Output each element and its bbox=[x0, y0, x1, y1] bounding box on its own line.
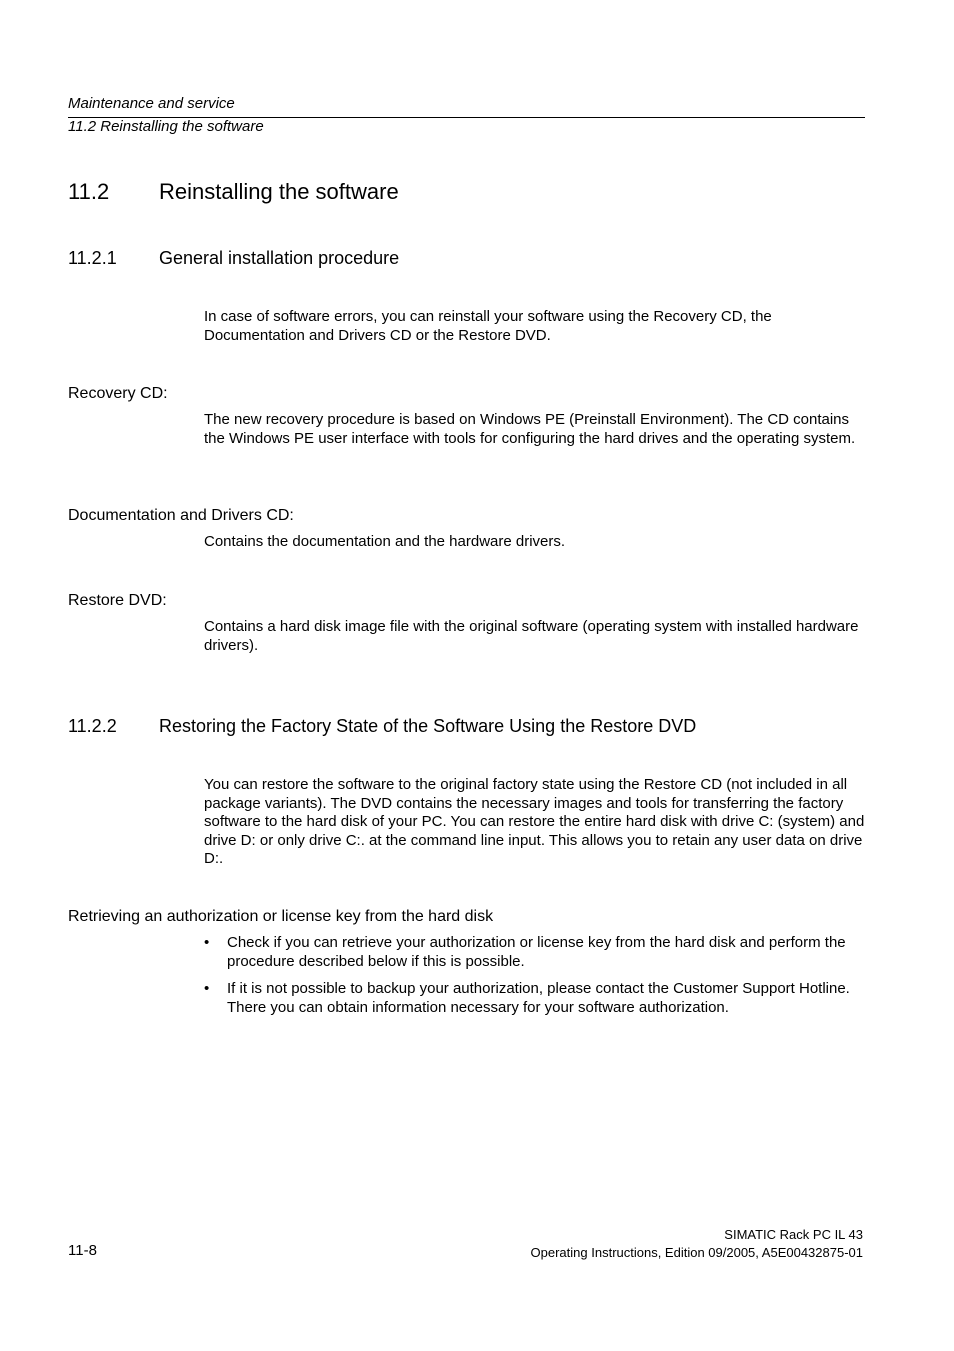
bullet-marker: • bbox=[204, 934, 210, 951]
authorization-subheading: Retrieving an authorization or license key from the hard disk bbox=[68, 908, 494, 925]
restore-dvd-text: Contains a hard disk image file with the original software (operating system with installed hardware drivers). bbox=[204, 618, 859, 654]
running-header-chapter: Maintenance and service bbox=[68, 95, 235, 112]
running-header-section: 11.2 Reinstalling the software bbox=[68, 118, 264, 135]
section-title: Reinstalling the software bbox=[159, 179, 399, 204]
documentation-cd-text: Contains the documentation and the hardware drivers. bbox=[204, 533, 566, 550]
bullet-item: Check if you can retrieve your authorization or license key from the hard disk and perform the procedure described below if this is possible. bbox=[227, 934, 846, 970]
page-number: 11-8 bbox=[68, 1242, 97, 1259]
footer-edition: Operating Instructions, Edition 09/2005, A5E00432875-01 bbox=[530, 1245, 863, 1260]
subsection1-intro: In case of software errors, you can reinstall your software using the Recovery CD, the Documentation and Drivers CD or the Restore DVD. bbox=[204, 308, 772, 344]
recovery-cd-text: The new recovery procedure is based on Windows PE (Preinstall Environment). The CD contains the Windows PE user interface with tools for configuring the hard drives and the operating system. bbox=[204, 411, 856, 447]
recovery-cd-heading: Recovery CD: bbox=[68, 385, 168, 402]
restore-dvd-heading: Restore DVD: bbox=[68, 592, 167, 609]
subsection2-number: 11.2.2 bbox=[68, 716, 117, 736]
subsection2-title: Restoring the Factory State of the Software Using the Restore DVD bbox=[159, 716, 697, 736]
bullet-item: If it is not possible to backup your authorization, please contact the Customer Support Hotline. There you can obtain information necessary for your software authorization. bbox=[227, 980, 850, 1016]
subsection1-title: General installation procedure bbox=[159, 248, 400, 268]
footer-product: SIMATIC Rack PC IL 43 bbox=[724, 1227, 863, 1242]
documentation-cd-heading: Documentation and Drivers CD: bbox=[68, 507, 294, 524]
subsection1-number: 11.2.1 bbox=[68, 248, 117, 268]
section-number: 11.2 bbox=[68, 179, 110, 204]
bullet-marker: • bbox=[204, 980, 210, 997]
subsection2-intro: You can restore the software to the original factory state using the Restore CD (not included in all package variants). The DVD contains the necessary images and tools for transferring the factory software to the hard disk of your PC. You can restore the entire hard disk with drive C: (system) and drive D: or only drive C:. at the command line input. This allows you to retain any user data on drive D:. bbox=[204, 776, 865, 867]
